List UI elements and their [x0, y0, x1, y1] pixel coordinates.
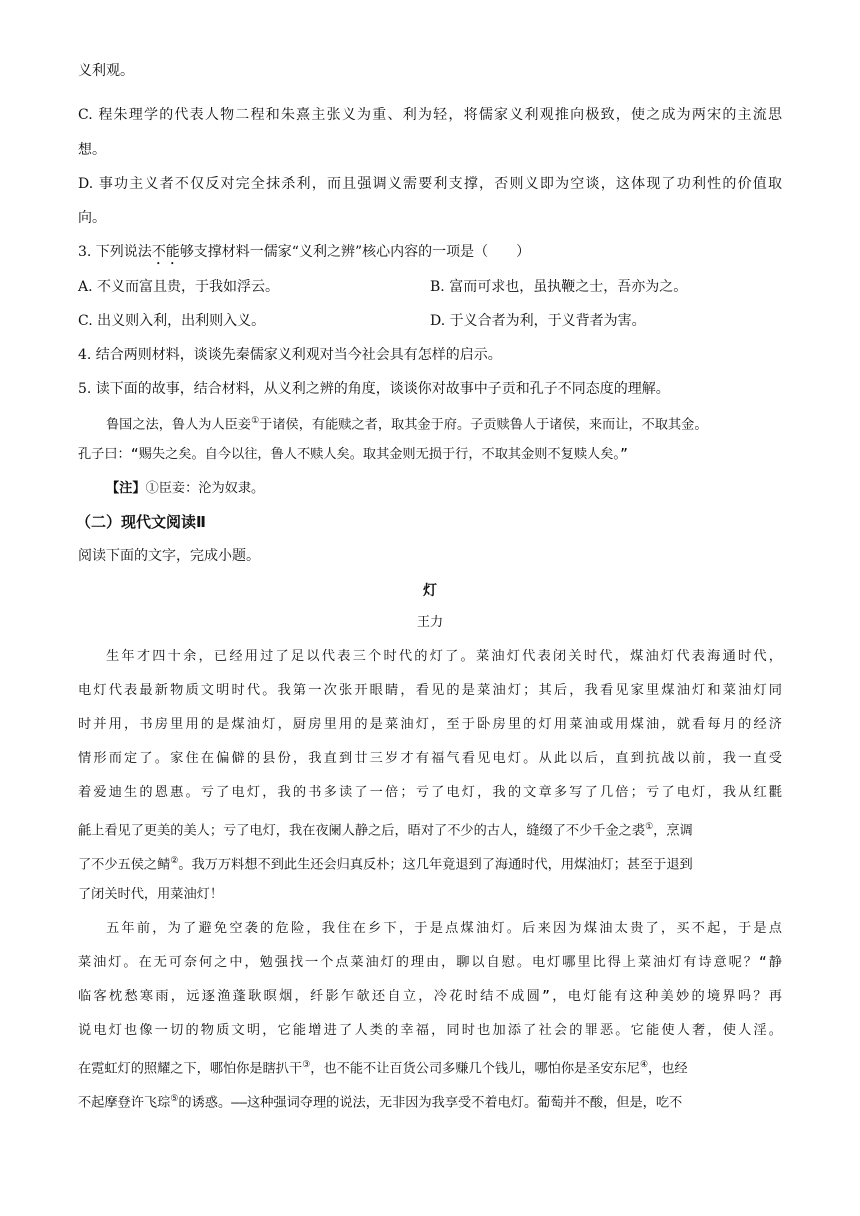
- story-line-1-part-b: 于诸侯，有能赎之者，取其金于府。子贡赎鲁人于诸侯，来而让，不取其金。: [259, 417, 708, 433]
- story-line-1-part-a: 鲁国之法，鲁人为人臣妾: [106, 417, 252, 433]
- q2-option-d-line2: 向。: [78, 210, 106, 226]
- q3-stem-post: 够支撑材料一儒家“义利之辨”核心内容的一项是（ ）: [179, 244, 531, 260]
- essay-p2-line-5-text-a: 在霓虹灯的照耀之下，哪怕你是瞎扒干: [78, 1061, 303, 1077]
- footnote-marker: ①: [251, 416, 260, 426]
- footnote-marker: ④: [639, 1060, 649, 1070]
- essay-p2-line-3: 临客枕愁寒雨，远逐渔蓬耿暝烟，纤影乍欹还自立，冷花时结不成圆”，电灯能有这种美妙的境界吗？再: [78, 989, 782, 1004]
- footnote-marker: ②: [170, 856, 179, 866]
- essay-p1-line-7-tail: 。我万万料想不到此生还会归真反朴；这几年竟退到了海通时代，用煤油灯；甚至于退到: [178, 857, 693, 873]
- essay-p1-line-8: 了闭关时代，用菜油灯！: [78, 887, 224, 902]
- essay-p1-line-6-tail: ，烹调: [653, 823, 693, 839]
- q3-option-d: D. 于义合者为利，于义背者为害。: [430, 313, 646, 329]
- q3-option-a: A. 不义而富且贵，于我如浮云。: [78, 279, 280, 295]
- story-line-2: 孔子曰：“赐失之矣。自今以往，鲁人不赎人矣。取其金则无损于行，不取其金则不复赎人矣。”: [78, 447, 628, 462]
- q2-option-c-line2: 想。: [78, 142, 106, 158]
- section-instruction: 阅读下面的文字，完成小题。: [78, 548, 260, 564]
- essay-p2-line-1: 五年前，为了避免空袭的危险，我住在乡下，于是点煤油灯。后来因为煤油太贵了，买不起，于是点: [106, 921, 782, 936]
- essay-p1-line-7: [78, 852, 693, 874]
- story-note: [106, 480, 264, 498]
- essay-title: 灯: [423, 583, 437, 599]
- essay-p2-line-2: 菜油灯。在无可奈何之中，勉强找一个点菜油灯的理由，聊以自慰。电灯哪里比得上菜油灯有诗意呢？“静: [78, 955, 782, 970]
- essay-p2-line-5-tail: ，也经: [648, 1061, 688, 1077]
- story-line-1: [106, 412, 708, 434]
- essay-p1-line-6-text: 毹上看见了更美的美人；亏了电灯，我在夜阑人静之后，晤对了不少的古人，缝缀了不少千金之裘: [78, 823, 646, 839]
- q3-stem-emphasis: 不能: [151, 244, 180, 260]
- footnote-marker: ⑤: [170, 1094, 179, 1104]
- q2-line-tail: 义利观。: [78, 63, 134, 79]
- section-heading: （二）现代文阅读Ⅱ: [76, 513, 206, 531]
- essay-p1-line-4: 情形而定了。家住在偏僻的县份，我直到廿三岁才有福气看见电灯。从此以后，直到抗战以前，我一直受: [78, 751, 782, 766]
- essay-p1-line-6: [78, 818, 782, 840]
- q3-stem: [78, 243, 530, 268]
- essay-p1-line-3: 时并用，书房里用的是煤油灯，厨房里用的是菜油灯，至于卧房里的灯用菜油或用煤油，就看每月的经济: [78, 717, 782, 732]
- essay-p2-line-6-text: 不起摩登许飞琮: [78, 1095, 171, 1111]
- essay-p2-line-6: [78, 1090, 682, 1112]
- q2-option-d-line1: D. 事功主义者不仅反对完全抹杀利，而且强调义需要利支撑，否则义即为空谈，这体现了功利性的价值取: [78, 176, 782, 192]
- essay-p1-line-1: 生年才四十余，已经用过了足以代表三个时代的灯了。菜油灯代表闭关时代，煤油灯代表海通时代，: [106, 649, 782, 664]
- essay-author: 王力: [416, 615, 444, 630]
- q5-question: 5. 读下面的故事，结合材料，从义利之辨的角度，谈谈你对故事中子贡和孔子不同态度的理解。: [78, 381, 670, 397]
- essay-p2-line-5-text-b: ，也不能不让百货公司多赚几个钱儿，哪怕你是圣安东尼: [310, 1061, 640, 1077]
- footnote-marker: ①: [645, 822, 654, 832]
- q3-stem-pre: 3. 下列说法: [78, 244, 152, 260]
- essay-p2-line-6-tail: 的诱惑。——这种强词夺理的说法，无非因为我享受不着电灯。葡萄并不酸，但是，吃不: [178, 1095, 683, 1111]
- q2-option-c-line1: C. 程朱理学的代表人物二程和朱熹主张义为重、利为轻，将儒家义利观推向极致，使之成为两宋的主流思: [78, 107, 782, 123]
- q3-option-b: B. 富而可求也，虽执鞭之士，吾亦为之。: [430, 279, 688, 295]
- footnote-marker: ③: [302, 1060, 311, 1070]
- q4-question: 4. 结合两则材料，谈谈先秦儒家义利观对当今社会具有怎样的启示。: [78, 347, 502, 363]
- note-text: ①臣妾：沦为奴隶。: [145, 481, 265, 496]
- essay-p1-line-7-text: 了不少五侯之鲭: [78, 857, 171, 873]
- q3-option-c: C. 出义则入利，出利则入义。: [78, 313, 266, 329]
- essay-p2-line-5: [78, 1056, 688, 1078]
- essay-p1-line-5: 着爱迪生的恩惠。亏了电灯，我的书多读了一倍；亏了电灯，我的文章多写了几倍；亏了电灯，我从红氍: [78, 785, 782, 800]
- note-tag: 【注】: [106, 481, 146, 496]
- essay-p1-line-2: 电灯代表最新物质文明时代。我第一次张开眼睛，看见的是菜油灯；其后，我看见家里煤油灯和菜油灯同: [78, 683, 782, 698]
- essay-p2-line-4: 说电灯也像一切的物质文明，它能增进了人类的幸福，同时也加添了社会的罪恶。它能使人奢，使人淫。: [78, 1023, 782, 1038]
